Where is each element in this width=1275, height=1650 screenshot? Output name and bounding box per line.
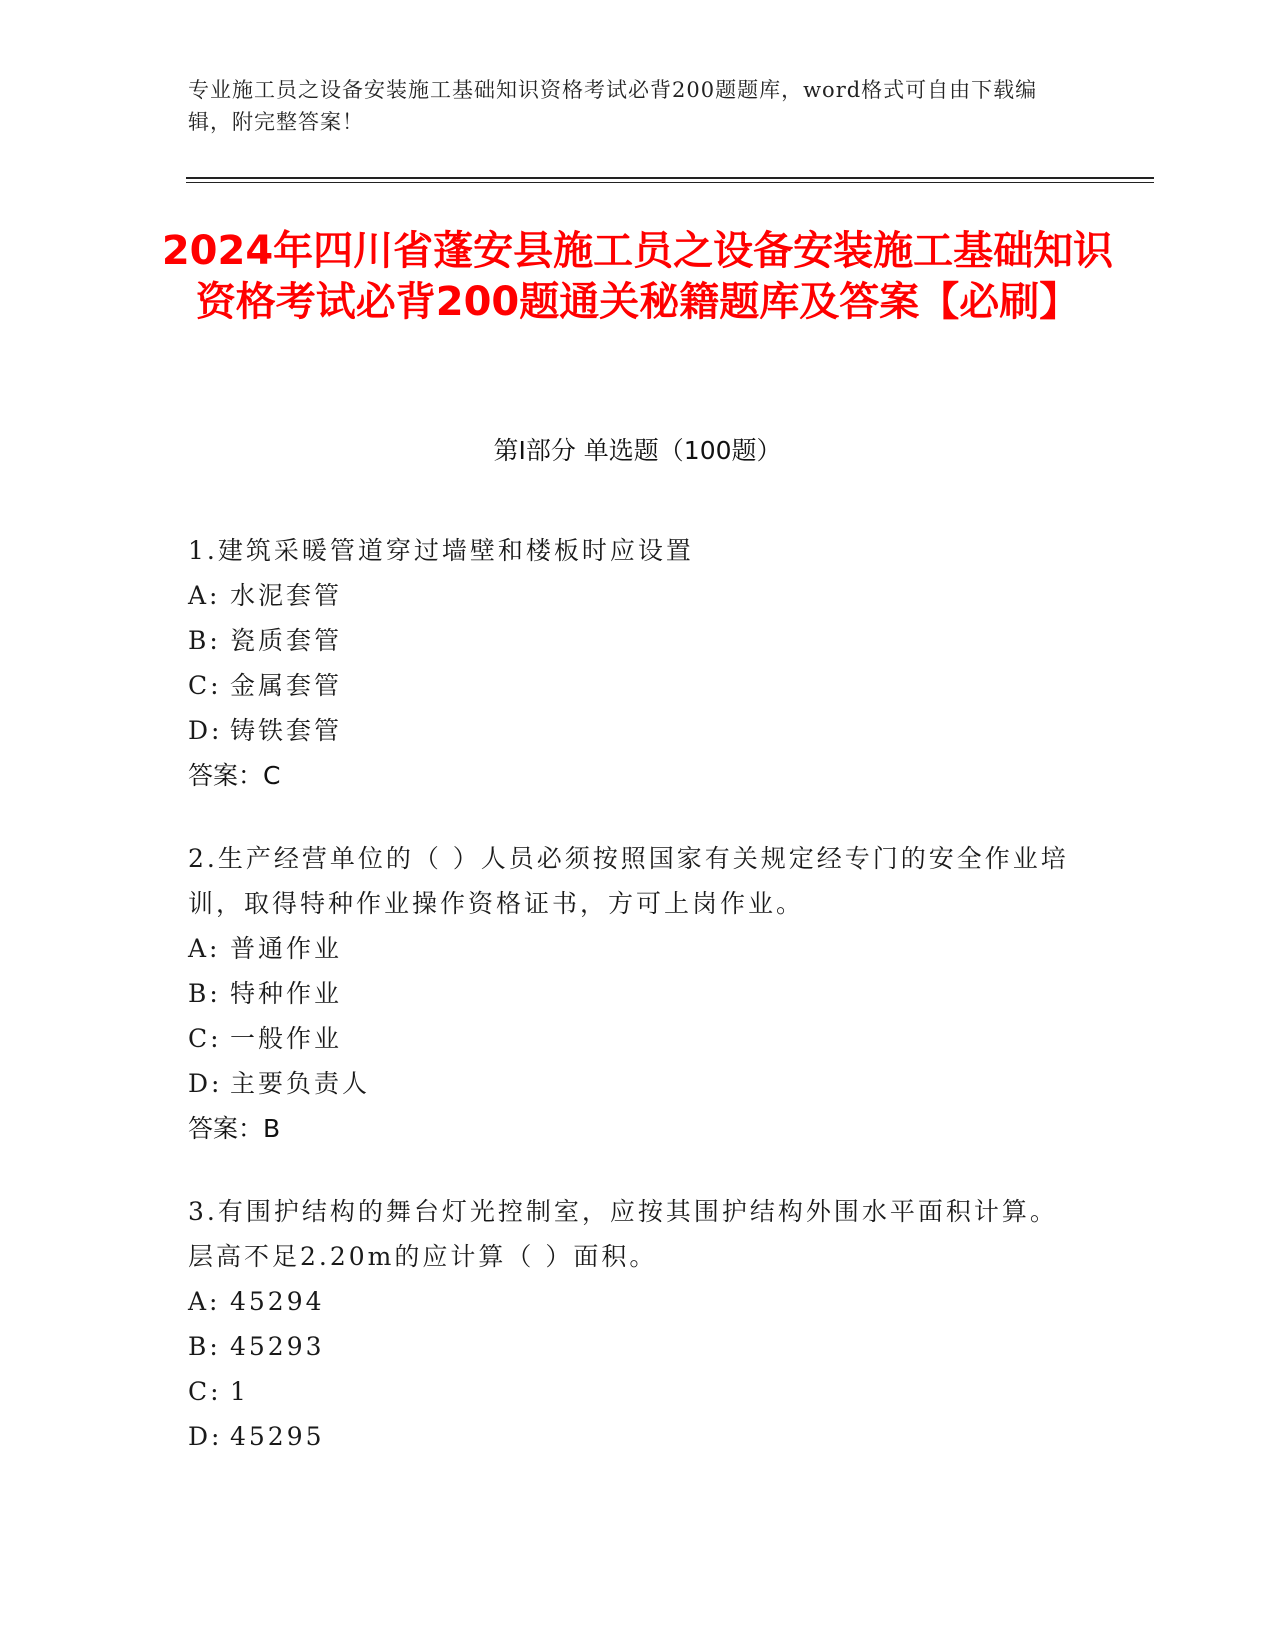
option-key: B: — [188, 1332, 221, 1361]
option-key: D: — [188, 1069, 223, 1098]
option-text: 铸铁套管 — [230, 716, 343, 745]
option-b — [188, 1324, 1078, 1369]
option-d — [188, 1414, 1078, 1459]
option-key: C: — [188, 1024, 222, 1053]
option-text: 主要负责人 — [230, 1069, 371, 1098]
header-note: 专业施工员之设备安装施工基础知识资格考试必背200题题库，word格式可自由下载编辑，附完整答案！ — [188, 78, 1038, 134]
option-c — [188, 663, 1078, 708]
option-key: C: — [188, 1377, 222, 1406]
answer-value: C — [263, 761, 281, 790]
option-key: D: — [188, 716, 223, 745]
option-text: 金属套管 — [230, 671, 343, 700]
option-key: B: — [188, 626, 221, 655]
option-b — [188, 971, 1078, 1016]
section-heading: 第Ⅰ部分 单选题（100题） — [493, 436, 782, 465]
option-key: C: — [188, 671, 222, 700]
question-text: 3.有围护结构的舞台灯光控制室，应按其围护结构外围水平面积计算。层高不足2.20m的应计算（ ）面积。 — [188, 1197, 1058, 1271]
option-key: B: — [188, 979, 221, 1008]
option-key: A: — [188, 581, 221, 610]
document-title: 2024年四川省蓬安县施工员之设备安装施工基础知识资格考试必背200题通关秘籍题库及答案【必刷】 — [161, 228, 1114, 325]
option-d — [188, 708, 1078, 753]
answer-label: 答案： — [188, 761, 264, 790]
option-a — [188, 1279, 1078, 1324]
option-c — [188, 1369, 1078, 1414]
option-c — [188, 1016, 1078, 1061]
option-text: 45294 — [230, 1287, 325, 1316]
option-key: A: — [188, 934, 221, 963]
option-d — [188, 1061, 1078, 1106]
option-a — [188, 926, 1078, 971]
option-key: A: — [188, 1287, 221, 1316]
question-list — [188, 528, 1078, 1497]
option-text: 45293 — [230, 1332, 325, 1361]
question-2 — [188, 836, 1078, 1151]
option-text: 普通作业 — [230, 934, 343, 963]
option-text: 瓷质套管 — [230, 626, 343, 655]
question-3 — [188, 1189, 1078, 1459]
answer-line — [188, 753, 1078, 798]
option-key: D: — [188, 1422, 223, 1451]
question-1 — [188, 528, 1078, 798]
option-text: 特种作业 — [230, 979, 343, 1008]
answer-value: B — [263, 1114, 281, 1143]
option-b — [188, 618, 1078, 663]
option-a — [188, 573, 1078, 618]
option-text: 45295 — [230, 1422, 325, 1451]
question-text: 1.建筑采暖管道穿过墙壁和楼板时应设置 — [188, 536, 694, 565]
option-text: 1 — [230, 1377, 249, 1406]
answer-line — [188, 1106, 1078, 1151]
answer-label: 答案： — [188, 1114, 264, 1143]
header-divider-thin — [186, 182, 1154, 183]
option-text: 水泥套管 — [230, 581, 343, 610]
option-text: 一般作业 — [230, 1024, 343, 1053]
question-text: 2.生产经营单位的（ ）人员必须按照国家有关规定经专门的安全作业培训，取得特种作业操作资格证书，方可上岗作业。 — [188, 844, 1069, 918]
header-divider-thick — [186, 177, 1154, 179]
